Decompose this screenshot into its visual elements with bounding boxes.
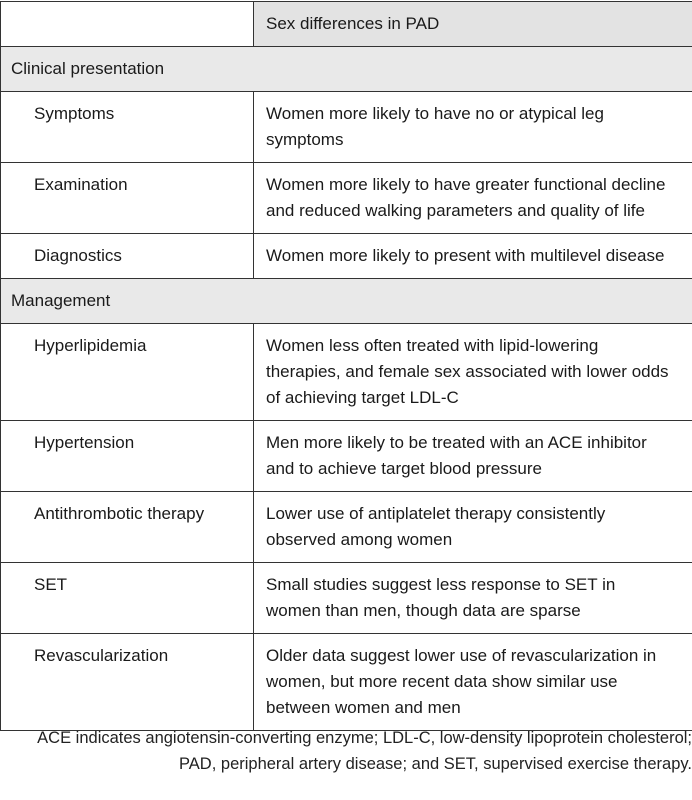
table-row — [1, 163, 692, 234]
row-label: Antithrombotic therapy — [1, 492, 254, 563]
row-label: Revascularization — [1, 634, 254, 731]
row-value: Lower use of antiplatelet therapy consistently observed among women — [254, 492, 692, 563]
row-label: Examination — [1, 163, 254, 234]
sex-differences-table — [0, 1, 692, 731]
table-row — [1, 492, 692, 563]
row-value: Women less often treated with lipid-lowering therapies, and female sex associated with lower odds of achieving target LDL-C — [254, 324, 692, 421]
header-cell-title: Sex differences in PAD — [254, 2, 692, 47]
row-value: Small studies suggest less response to SET in women than men, though data are sparse — [254, 563, 692, 634]
row-value: Older data suggest lower use of revascularization in women, but more recent data show similar use between women and men — [254, 634, 692, 731]
row-value: Men more likely to be treated with an ACE inhibitor and to achieve target blood pressure — [254, 421, 692, 492]
table-row — [1, 634, 692, 731]
row-value: Women more likely to have greater functional decline and reduced walking parameters and quality of life — [254, 163, 692, 234]
header-cell-empty — [1, 2, 254, 47]
section-row — [1, 279, 692, 324]
table-footnote: ACE indicates angiotensin-converting enzyme; LDL-C, low-density lipoprotein cholesterol; PAD, peripheral artery disease; and SET, supervised exercise therapy. — [37, 728, 692, 773]
section-title-clinical-presentation: Clinical presentation — [1, 47, 692, 92]
section-title-management: Management — [1, 279, 692, 324]
table-row — [1, 234, 692, 279]
row-label: Symptoms — [1, 92, 254, 163]
table-row — [1, 563, 692, 634]
table-header-row — [1, 2, 692, 47]
row-label: Diagnostics — [1, 234, 254, 279]
table-row — [1, 421, 692, 492]
row-label: Hyperlipidemia — [1, 324, 254, 421]
row-value: Women more likely to present with multilevel disease — [254, 234, 692, 279]
row-value: Women more likely to have no or atypical leg symptoms — [254, 92, 692, 163]
table-row — [1, 324, 692, 421]
row-label: Hypertension — [1, 421, 254, 492]
section-row — [1, 47, 692, 92]
table-row — [1, 92, 692, 163]
row-label: SET — [1, 563, 254, 634]
